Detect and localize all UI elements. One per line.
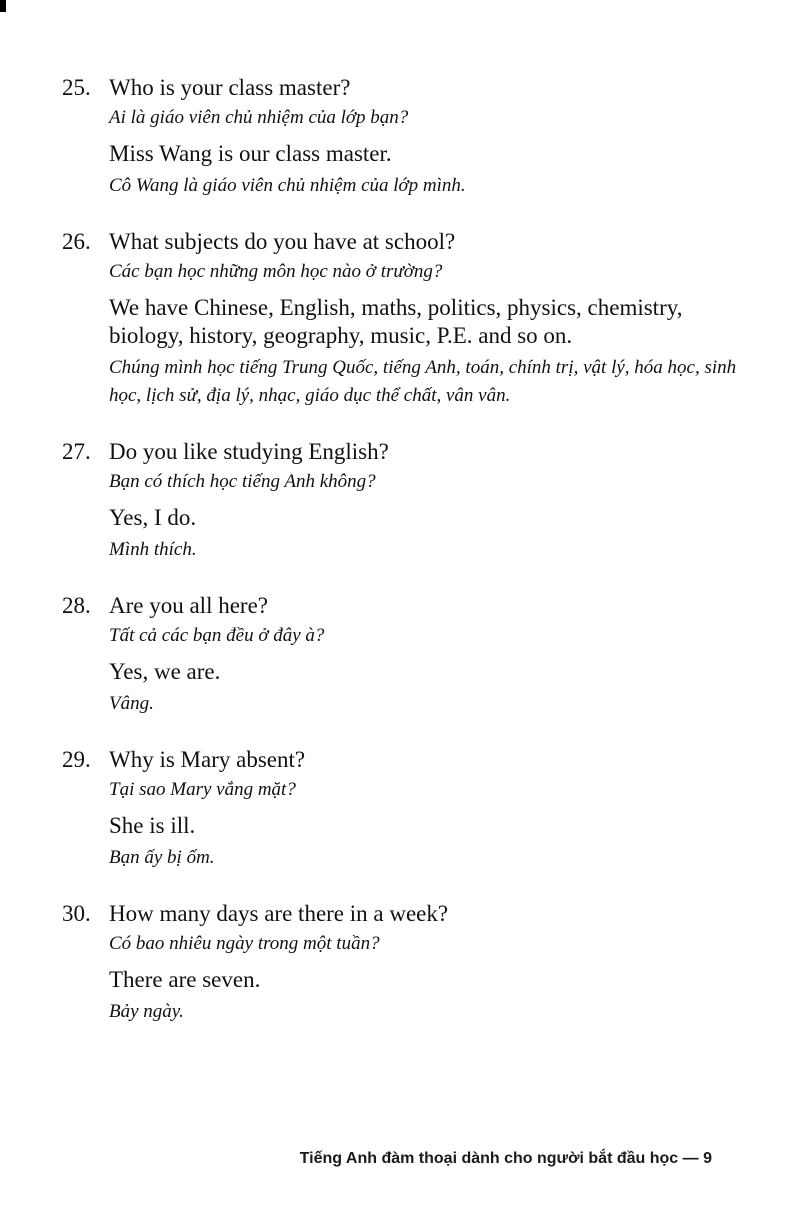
dialogue-entry-30: [62, 898, 742, 1026]
answer-english: Yes, I do.: [109, 505, 197, 530]
page-footer: [300, 1150, 712, 1168]
question-vietnamese: Bạn có thích học tiếng Anh không?: [109, 471, 376, 492]
answer-english: We have Chinese, English, maths, politics, physics, chemistry, biology, history, geography, music, P.E. and so on.: [109, 295, 683, 348]
dialogue-entry-28: [62, 590, 742, 718]
question-vietnamese: Tại sao Mary vắng mặt?: [109, 779, 296, 800]
question-vietnamese: Tất cả các bạn đều ở đây à?: [109, 625, 325, 646]
question-english: How many days are there in a week?: [109, 901, 449, 926]
answer-vietnamese: Bảy ngày.: [109, 1001, 184, 1022]
question-english: Do you like studying English?: [109, 439, 389, 464]
entry-number: 26.: [62, 229, 91, 254]
answer-english: She is ill.: [109, 813, 196, 838]
answer-vietnamese: Chúng mình học tiếng Trung Quốc, tiếng Anh, toán, chính trị, vật lý, hóa học, sinh học, lịch sử, địa lý, nhạc, giáo dục thể chất, vân vân.: [109, 357, 737, 406]
dialogue-entry-25: [62, 72, 742, 200]
footer-separator: —: [682, 1150, 699, 1167]
answer-english: There are seven.: [109, 967, 261, 992]
question-english: Who is your class master?: [109, 75, 351, 100]
answer-vietnamese: Cô Wang là giáo viên chủ nhiệm của lớp mình.: [109, 175, 466, 196]
question-english: Why is Mary absent?: [109, 747, 306, 772]
phrasebook-page: [62, 72, 742, 1052]
entry-number: 27.: [62, 439, 91, 464]
book-title: Tiếng Anh đàm thoại dành cho người bắt đầu học: [299, 1150, 679, 1167]
answer-vietnamese: Vâng.: [109, 693, 154, 714]
answer-english: Miss Wang is our class master.: [109, 141, 392, 166]
entry-number: 30.: [62, 901, 91, 926]
entry-number: 29.: [62, 747, 91, 772]
question-vietnamese: Ai là giáo viên chủ nhiệm của lớp bạn?: [109, 107, 409, 128]
question-english: What subjects do you have at school?: [109, 229, 456, 254]
entry-number: 28.: [62, 593, 91, 618]
answer-english: Yes, we are.: [109, 659, 221, 684]
answer-vietnamese: Bạn ấy bị ốm.: [109, 847, 215, 868]
question-vietnamese: Có bao nhiêu ngày trong một tuần?: [109, 933, 380, 954]
dialogue-entry-27: [62, 436, 742, 564]
dialogue-entry-26: [62, 226, 742, 410]
page-number: 9: [703, 1150, 712, 1167]
entry-number: 25.: [62, 75, 91, 100]
question-vietnamese: Các bạn học những môn học nào ở trường?: [109, 261, 443, 282]
page-corner-mark: [0, 0, 6, 12]
question-english: Are you all here?: [109, 593, 269, 618]
dialogue-entry-29: [62, 744, 742, 872]
answer-vietnamese: Mình thích.: [109, 539, 197, 560]
